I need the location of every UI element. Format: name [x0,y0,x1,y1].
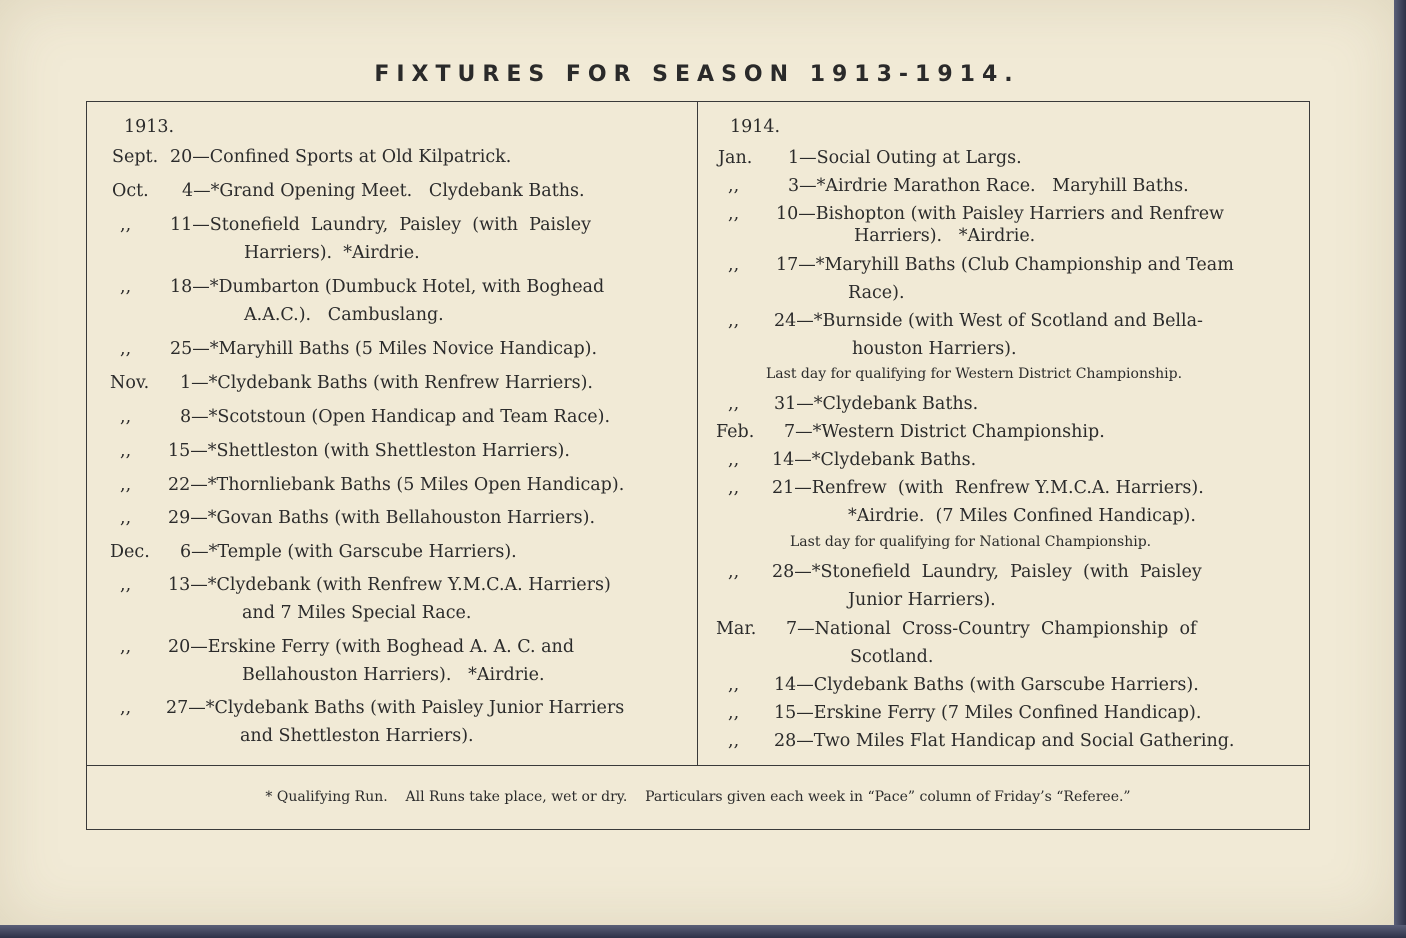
fixture-month: Jan. [718,148,753,168]
fixture-text: 28—Two Miles Flat Handicap and Social Gathering. [774,731,1235,751]
fixture-month: ,, [728,703,740,723]
fixture-month: ,, [728,562,740,582]
frame-center-line [697,101,698,765]
fixture-month: ,, [728,450,740,470]
fixture-text: 10—Bishopton (with Paisley Harriers and Renfrew [776,204,1225,224]
fixture-text: 15—Erskine Ferry (7 Miles Confined Handicap). [774,703,1202,723]
fixture-month: ,, [120,698,132,718]
fixture-text: 28—*Stonefield Laundry, Paisley (with Paisley [772,562,1202,582]
fixture-continuation: *Airdrie. (7 Miles Confined Handicap). [848,506,1196,526]
fixture-month: ,, [728,204,740,224]
frame-left-line [86,101,87,829]
fixture-continuation: Bellahouston Harriers). *Airdrie. [242,665,545,685]
qualifying-note: Last day for qualifying for National Championship. [790,534,1152,550]
frame-right-line [1309,101,1310,829]
fixture-text: 29—*Govan Baths (with Bellahouston Harriers). [168,508,596,528]
fixture-text: 17—*Maryhill Baths (Club Championship and Team [776,255,1234,275]
fixture-month: Oct. [112,181,149,201]
fixture-month: ,, [728,394,740,414]
fixture-text: 27—*Clydebank Baths (with Paisley Junior Harriers [166,698,625,718]
fixture-text: 31—*Clydebank Baths. [774,394,979,414]
fixture-text: 20—Confined Sports at Old Kilpatrick. [170,147,512,167]
fixture-continuation: Race). [848,283,905,303]
fixture-text: 11—Stonefield Laundry, Paisley (with Paisley [170,215,591,235]
fixture-text: 25—*Maryhill Baths (5 Miles Novice Handicap). [170,339,598,359]
fixture-month: ,, [728,675,740,695]
year-heading-1913: 1913. [124,117,175,137]
fixture-text: 18—*Dumbarton (Dumbuck Hotel, with Boghead [170,277,605,297]
fixture-text: 6—*Temple (with Garscube Harriers). [180,542,517,562]
fixture-month: ,, [120,637,132,657]
fixture-continuation: Scotland. [850,647,934,667]
fixture-text: 21—Renfrew (with Renfrew Y.M.C.A. Harriers). [772,478,1204,498]
fixture-month: ,, [120,407,132,427]
fixture-month: ,, [120,277,132,297]
fixture-month: ,, [120,475,132,495]
fixture-month: Feb. [716,422,755,442]
fixture-text: 3—*Airdrie Marathon Race. Maryhill Baths. [788,176,1189,196]
fixture-month: Sept. [112,147,159,167]
fixture-text: 7—*Western District Championship. [784,422,1105,442]
fixture-month: ,, [728,311,740,331]
fixture-month: Nov. [110,373,150,393]
fixture-month: ,, [120,215,132,235]
fixture-month: ,, [728,176,740,196]
fixture-continuation: Harriers). *Airdrie. [854,226,1036,246]
fixture-text: 15—*Shettleston (with Shettleston Harriers). [168,441,570,461]
fixture-continuation: and Shettleston Harriers). [240,726,474,746]
fixture-month: Dec. [110,542,150,562]
page-title: FIXTURES FOR SEASON 1913-1914. [374,62,1020,87]
frame-mid-line [86,765,1310,766]
fixture-text: 8—*Scotstoun (Open Handicap and Team Race). [180,407,611,427]
qualifying-note: Last day for qualifying for Western District Championship. [766,366,1183,382]
fixture-continuation: and 7 Miles Special Race. [242,603,472,623]
fixture-text: 20—Erskine Ferry (with Boghead A. A. C. and [168,637,575,657]
fixture-month: ,, [120,508,132,528]
fixture-month: ,, [120,441,132,461]
fixture-continuation: Harriers). *Airdrie. [244,243,420,263]
fixture-text: 7—National Cross-Country Championship of [786,619,1197,639]
fixture-text: 24—*Burnside (with West of Scotland and Bella- [774,311,1203,331]
frame-bottom-line [86,829,1310,830]
fixture-continuation: A.A.C.). Cambuslang. [244,305,444,325]
fixture-continuation: Junior Harriers). [848,590,996,610]
book-binding-edge [1394,0,1406,938]
fixture-text: 14—*Clydebank Baths. [772,450,977,470]
fixture-text: 1—Social Outing at Largs. [788,148,1022,168]
fixture-text: 13—*Clydebank (with Renfrew Y.M.C.A. Harriers) [168,575,611,595]
fixture-month: Mar. [716,619,757,639]
fixture-text: 1—*Clydebank Baths (with Renfrew Harriers). [180,373,593,393]
fixture-text: 4—*Grand Opening Meet. Clydebank Baths. [182,181,585,201]
fixture-month: ,, [728,255,740,275]
footer-note: * Qualifying Run. All Runs take place, wet or dry. Particulars given each week in “Pace” column of Friday’s “Referee.” [265,789,1131,805]
fixture-month: ,, [728,731,740,751]
fixture-month: ,, [120,339,132,359]
fixture-text: 14—Clydebank Baths (with Garscube Harriers). [774,675,1199,695]
fixture-continuation: houston Harriers). [852,339,1017,359]
fixture-text: 22—*Thornliebank Baths (5 Miles Open Handicap). [168,475,625,495]
frame-top-line [86,101,1310,102]
fixture-month: ,, [120,575,132,595]
year-heading-1914: 1914. [730,117,781,137]
book-binding-bottom [0,925,1406,938]
fixture-month: ,, [728,478,740,498]
